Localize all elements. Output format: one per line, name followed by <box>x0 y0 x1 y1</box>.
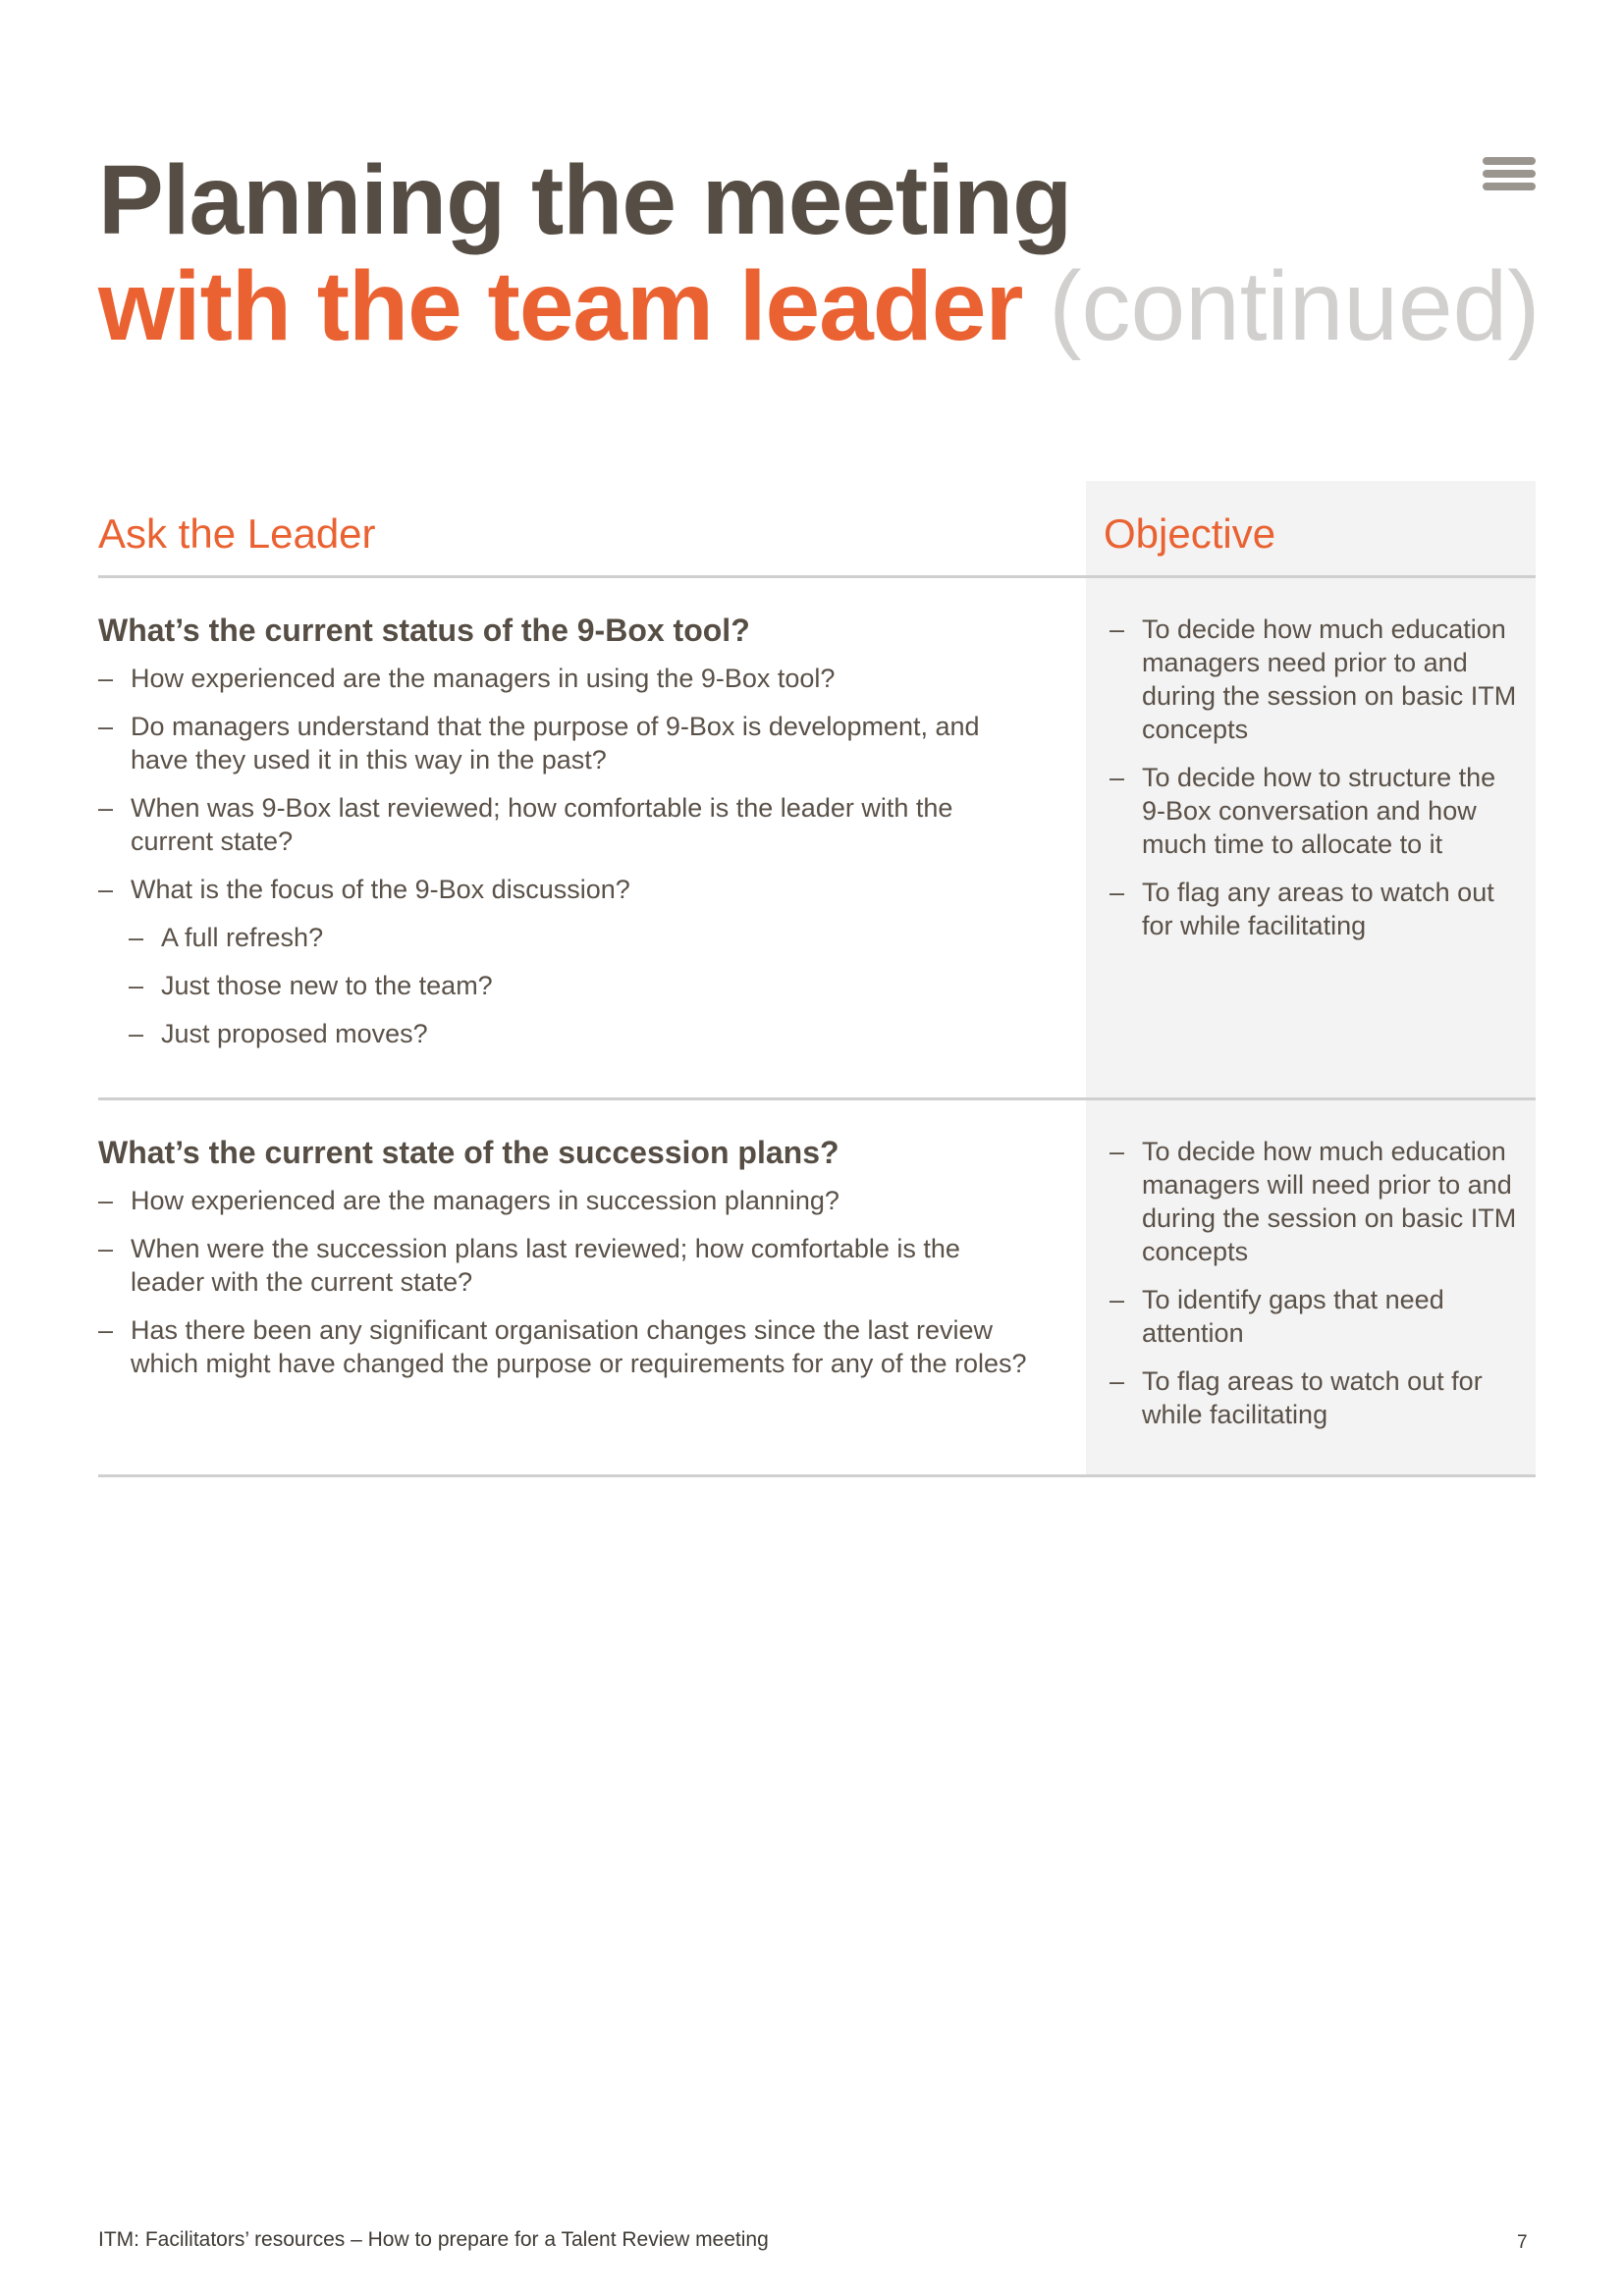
list-item: – What is the focus of the 9-Box discussion? <box>98 873 1041 906</box>
page-number: 7 <box>1517 2232 1528 2253</box>
hamburger-menu-icon[interactable] <box>1483 157 1536 190</box>
objective-item: – To flag areas to watch out for while facilitating <box>1110 1364 1522 1431</box>
objective-item: – To identify gaps that need attention <box>1110 1283 1522 1350</box>
objective-item: – To decide how to structure the 9-Box conversation and how much time to allocate to it <box>1110 761 1522 861</box>
objective-header: Objective <box>1104 510 1276 557</box>
objective-item: – To decide how much education managers need prior to and during the session on basic ITM concepts <box>1110 613 1522 746</box>
page-title <box>98 147 1540 359</box>
objective-item: – To flag any areas to watch out for while facilitating <box>1110 876 1522 942</box>
section-question: What’s the current status of the 9-Box tool? <box>98 613 750 648</box>
title-line-1: Planning the meeting <box>98 145 1072 255</box>
menu-bar <box>1483 183 1536 190</box>
list-item: – How experienced are the managers in using the 9-Box tool? <box>98 662 1041 695</box>
section-question: What’s the current state of the succession plans? <box>98 1135 839 1170</box>
leader-questions-list <box>98 662 1041 1065</box>
sub-list-item: – Just those new to the team? <box>129 969 1041 1002</box>
list-item: – Has there been any significant organisation changes since the last review which might have changed the purpose or requirements for any of the roles? <box>98 1313 1041 1380</box>
leader-questions-list <box>98 1184 1041 1395</box>
title-continued: (continued) <box>1049 251 1541 361</box>
list-item: – Do managers understand that the purpose of 9-Box is development, and have they used it in this way in the past? <box>98 710 1041 776</box>
section-divider <box>98 1097 1536 1100</box>
ask-the-leader-header: Ask the Leader <box>98 510 376 557</box>
objectives-list <box>1110 1135 1522 1446</box>
list-item: – When was 9-Box last reviewed; how comfortable is the leader with the current state? <box>98 791 1041 858</box>
sub-list-item: – Just proposed moves? <box>129 1017 1041 1050</box>
table-bottom-rule <box>98 1474 1536 1477</box>
objective-item: – To decide how much education managers will need prior to and during the session on basic ITM concepts <box>1110 1135 1522 1268</box>
objectives-list <box>1110 613 1522 957</box>
footer-text: ITM: Facilitators’ resources – How to prepare for a Talent Review meeting <box>98 2228 769 2251</box>
list-item: – How experienced are the managers in succession planning? <box>98 1184 1041 1217</box>
list-item: – When were the succession plans last reviewed; how comfortable is the leader with the current state? <box>98 1232 1041 1299</box>
header-divider <box>98 575 1536 578</box>
menu-bar <box>1483 170 1536 178</box>
menu-bar <box>1483 157 1536 165</box>
title-line-2: with the team leader <box>98 251 1023 361</box>
sub-list-item: – A full refresh? <box>129 921 1041 954</box>
